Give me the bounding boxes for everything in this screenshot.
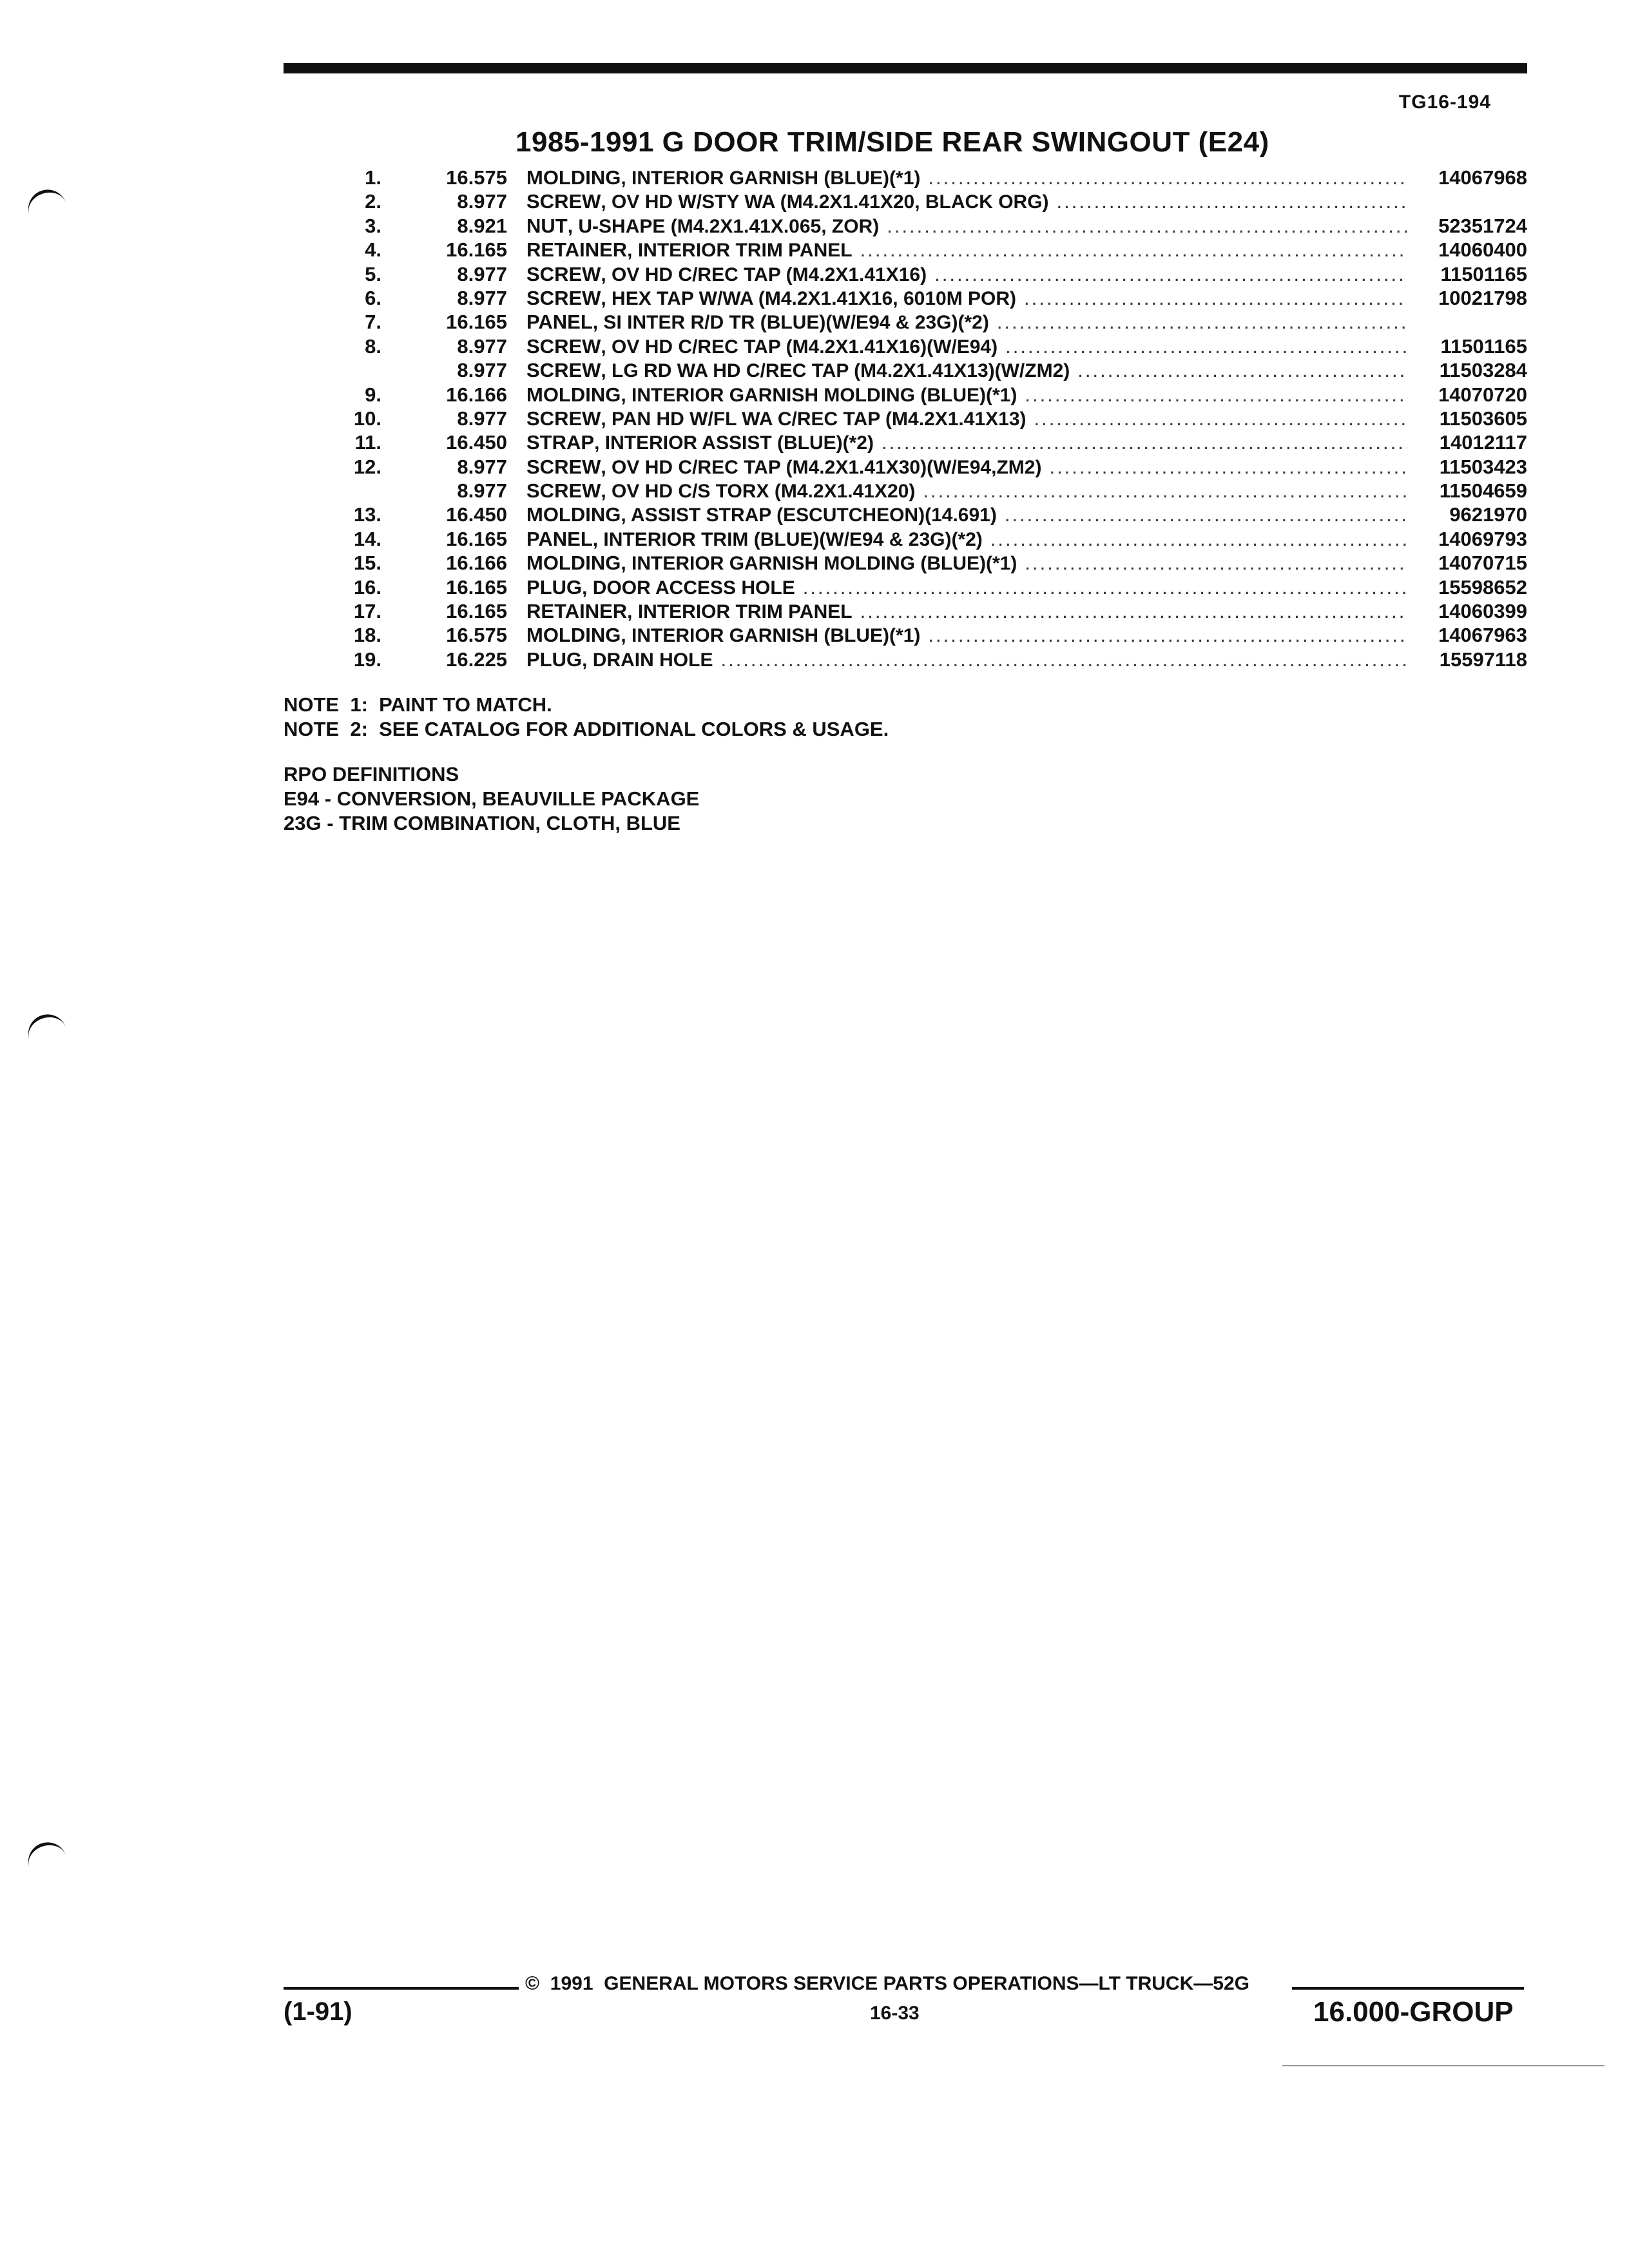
part-number: 14069793 bbox=[1438, 527, 1527, 550]
dot-leader bbox=[1017, 552, 1407, 575]
part-group-number: 8.977 bbox=[457, 479, 507, 503]
part-name: MOLDING bbox=[526, 624, 621, 647]
part-row bbox=[348, 287, 1527, 311]
part-description: , INTERIOR GARNISH (BLUE)(*1) bbox=[621, 168, 921, 189]
part-number: 11503284 bbox=[1439, 359, 1527, 382]
part-group-number: 16.165 bbox=[446, 238, 507, 262]
part-item-number: 11. bbox=[354, 431, 381, 454]
part-row bbox=[348, 503, 1527, 527]
part-description: , INTERIOR GARNISH MOLDING (BLUE)(*1) bbox=[621, 384, 1017, 406]
dot-leader bbox=[879, 215, 1407, 238]
part-item-number: 16. bbox=[353, 575, 381, 599]
part-item-number: 2. bbox=[365, 190, 381, 213]
part-number: 14060400 bbox=[1438, 238, 1527, 262]
note-1: NOTE 1: PAINT TO MATCH. bbox=[284, 693, 552, 716]
part-number: 14067963 bbox=[1438, 624, 1527, 647]
binder-punch-mark bbox=[23, 1010, 67, 1043]
dot-leader bbox=[1070, 359, 1407, 382]
part-group-number: 8.977 bbox=[457, 262, 507, 285]
part-row bbox=[348, 600, 1527, 624]
part-group-number: 8.977 bbox=[457, 334, 507, 358]
dot-leader bbox=[1017, 383, 1407, 407]
dot-leader bbox=[795, 576, 1407, 599]
part-description: , INTERIOR GARNISH MOLDING (BLUE)(*1) bbox=[621, 553, 1017, 575]
part-number: 11503423 bbox=[1439, 455, 1527, 478]
part-name: RETAINER bbox=[526, 238, 628, 262]
part-row bbox=[348, 624, 1527, 648]
part-description: , OV HD C/REC TAP (M4.2X1.41X16)(W/E94) bbox=[601, 336, 998, 358]
page-title: 1985-1991 G DOOR TRIM/SIDE REAR SWINGOUT (E24) bbox=[516, 126, 1269, 158]
part-name: SCREW bbox=[526, 407, 601, 430]
part-name: SCREW bbox=[526, 262, 601, 285]
part-name: MOLDING bbox=[526, 552, 621, 575]
footer-rule-left bbox=[284, 1987, 519, 1990]
part-group-number: 16.166 bbox=[446, 383, 507, 406]
part-group-number: 16.450 bbox=[446, 431, 507, 454]
part-item-number: 1. bbox=[365, 166, 381, 189]
part-group-number: 16.450 bbox=[446, 503, 507, 526]
part-row bbox=[348, 479, 1527, 503]
dot-leader bbox=[927, 263, 1407, 286]
part-number: 14067968 bbox=[1438, 166, 1527, 189]
dot-leader bbox=[1049, 190, 1407, 213]
rpo-heading: RPO DEFINITIONS bbox=[284, 763, 459, 785]
top-rule bbox=[284, 63, 1527, 73]
rpo-definitions bbox=[284, 762, 699, 836]
part-description: , OV HD C/S TORX (M4.2X1.41X20) bbox=[601, 481, 916, 503]
part-number: 14060399 bbox=[1438, 600, 1527, 623]
part-item-number: 5. bbox=[365, 262, 381, 285]
part-number: 14070715 bbox=[1438, 552, 1527, 575]
part-name: RETAINER bbox=[526, 600, 628, 623]
binder-punch-mark bbox=[23, 1838, 67, 1871]
part-group-number: 16.165 bbox=[446, 527, 507, 550]
dot-leader bbox=[853, 600, 1407, 623]
part-item-number: 12. bbox=[353, 455, 381, 478]
part-description: , INTERIOR ASSIST (BLUE)(*2) bbox=[594, 432, 874, 454]
footer-group: 16.000-GROUP bbox=[1313, 1996, 1514, 2028]
dot-leader bbox=[874, 431, 1407, 454]
part-row bbox=[348, 166, 1527, 190]
part-number: 10021798 bbox=[1438, 286, 1527, 309]
part-item-number: 19. bbox=[353, 648, 381, 671]
part-row bbox=[348, 335, 1527, 359]
part-row bbox=[348, 528, 1527, 552]
part-item-number: 17. bbox=[353, 600, 381, 623]
part-description: , OV HD C/REC TAP (M4.2X1.41X16) bbox=[601, 264, 927, 285]
part-row bbox=[348, 215, 1527, 238]
part-item-number: 10. bbox=[353, 407, 381, 430]
part-group-number: 8.977 bbox=[457, 190, 507, 213]
part-number: 11503605 bbox=[1439, 407, 1527, 430]
part-number: 11501165 bbox=[1440, 262, 1527, 285]
part-number: 15598652 bbox=[1438, 575, 1527, 599]
part-description: , LG RD WA HD C/REC TAP (M4.2X1.41X13)(W/ZM2) bbox=[601, 360, 1070, 382]
dot-leader bbox=[1027, 407, 1407, 430]
part-item-number: 6. bbox=[365, 286, 381, 309]
part-number: 15597118 bbox=[1439, 648, 1527, 671]
part-name: SCREW bbox=[526, 190, 601, 213]
dot-leader bbox=[989, 311, 1407, 334]
part-item-number: 9. bbox=[365, 383, 381, 406]
part-row bbox=[348, 431, 1527, 455]
part-name: PLUG bbox=[526, 575, 583, 599]
dot-leader bbox=[998, 335, 1407, 358]
scan-artifact-line bbox=[1282, 2065, 1605, 2066]
part-item-number: 15. bbox=[353, 552, 381, 575]
part-group-number: 16.225 bbox=[446, 648, 507, 671]
part-item-number: 8. bbox=[365, 334, 381, 358]
part-row bbox=[348, 648, 1527, 672]
part-description: , HEX TAP W/WA (M4.2X1.41X16, 6010M POR) bbox=[601, 287, 1017, 309]
part-item-number: 14. bbox=[353, 527, 381, 550]
part-number: 9621970 bbox=[1449, 503, 1527, 526]
part-group-number: 8.977 bbox=[457, 455, 507, 478]
dot-leader bbox=[1016, 287, 1407, 310]
notes-section bbox=[284, 693, 889, 742]
part-row bbox=[348, 407, 1527, 431]
part-description: , DOOR ACCESS HOLE bbox=[582, 577, 795, 599]
part-group-number: 8.977 bbox=[457, 359, 507, 382]
part-item-number: 4. bbox=[365, 238, 381, 262]
part-name: SCREW bbox=[526, 455, 601, 478]
binder-punch-mark bbox=[23, 185, 67, 218]
part-group-number: 8.977 bbox=[457, 407, 507, 430]
part-row bbox=[348, 552, 1527, 575]
part-number: 11504659 bbox=[1439, 479, 1527, 503]
part-description: , ASSIST STRAP (ESCUTCHEON)(14.691) bbox=[621, 505, 997, 526]
dot-leader bbox=[920, 166, 1407, 189]
part-name: MOLDING bbox=[526, 503, 621, 526]
part-name: SCREW bbox=[526, 359, 601, 382]
part-name: SCREW bbox=[526, 286, 601, 309]
part-group-number: 16.165 bbox=[446, 575, 507, 599]
note-2: NOTE 2: SEE CATALOG FOR ADDITIONAL COLORS & USAGE. bbox=[284, 718, 889, 740]
part-row bbox=[348, 576, 1527, 600]
part-name: SCREW bbox=[526, 479, 601, 503]
part-item-number: 7. bbox=[365, 311, 381, 334]
part-row bbox=[348, 383, 1527, 407]
parts-list bbox=[348, 166, 1527, 672]
part-name: PANEL bbox=[526, 527, 593, 550]
part-name: SCREW bbox=[526, 334, 601, 358]
part-name: PLUG bbox=[526, 648, 583, 671]
part-name: MOLDING bbox=[526, 166, 621, 189]
dot-leader bbox=[915, 479, 1407, 503]
page-code: TG16-194 bbox=[1398, 91, 1491, 113]
part-row bbox=[348, 238, 1527, 262]
part-row bbox=[348, 359, 1527, 383]
dot-leader bbox=[853, 238, 1407, 262]
dot-leader bbox=[1041, 456, 1407, 479]
part-number: 14070720 bbox=[1438, 383, 1527, 406]
footer-page-number: 16-33 bbox=[870, 2003, 920, 2024]
part-group-number: 16.575 bbox=[446, 166, 507, 189]
rpo-item-23g: 23G - TRIM COMBINATION, CLOTH, BLUE bbox=[284, 812, 680, 834]
part-group-number: 16.165 bbox=[446, 311, 507, 334]
part-item-number: 18. bbox=[353, 624, 381, 647]
part-item-number: 13. bbox=[353, 503, 381, 526]
dot-leader bbox=[983, 528, 1407, 551]
part-description: , OV HD C/REC TAP (M4.2X1.41X30)(W/E94,ZM2) bbox=[601, 456, 1042, 478]
footer-copyright: © 1991 GENERAL MOTORS SERVICE PARTS OPERATIONS—LT TRUCK—52G bbox=[525, 1973, 1249, 1994]
part-description: , SI INTER R/D TR (BLUE)(W/E94 & 23G)(*2) bbox=[592, 312, 989, 334]
dot-leader bbox=[997, 503, 1407, 526]
part-row bbox=[348, 311, 1527, 334]
dot-leader bbox=[920, 624, 1407, 647]
dot-leader bbox=[713, 648, 1407, 671]
part-description: , INTERIOR GARNISH (BLUE)(*1) bbox=[621, 625, 921, 647]
part-number: 14012117 bbox=[1439, 431, 1527, 454]
part-name: NUT bbox=[526, 214, 568, 237]
footer-rule-right bbox=[1292, 1987, 1524, 1990]
footer-date-code: (1-91) bbox=[284, 1997, 352, 2026]
part-row bbox=[348, 456, 1527, 479]
part-name: STRAP bbox=[526, 431, 595, 454]
part-description: , OV HD W/STY WA (M4.2X1.41X20, BLACK ORG) bbox=[601, 191, 1049, 213]
part-group-number: 16.166 bbox=[446, 552, 507, 575]
part-number: 11501165 bbox=[1440, 334, 1527, 358]
part-row bbox=[348, 190, 1527, 214]
part-group-number: 16.165 bbox=[446, 600, 507, 623]
part-group-number: 8.977 bbox=[457, 286, 507, 309]
part-name: PANEL bbox=[526, 311, 593, 334]
part-description: , INTERIOR TRIM PANEL bbox=[627, 240, 853, 262]
part-group-number: 16.575 bbox=[446, 624, 507, 647]
part-name: MOLDING bbox=[526, 383, 621, 406]
part-description: , INTERIOR TRIM (BLUE)(W/E94 & 23G)(*2) bbox=[592, 528, 983, 550]
part-row bbox=[348, 263, 1527, 287]
part-description: , PAN HD W/FL WA C/REC TAP (M4.2X1.41X13) bbox=[601, 408, 1027, 430]
part-group-number: 8.921 bbox=[457, 214, 507, 237]
rpo-item-e94: E94 - CONVERSION, BEAUVILLE PACKAGE bbox=[284, 787, 700, 810]
part-description: , DRAIN HOLE bbox=[582, 649, 713, 671]
part-number: 52351724 bbox=[1438, 214, 1527, 237]
part-description: , U-SHAPE (M4.2X1.41X.065, ZOR) bbox=[567, 215, 880, 237]
part-item-number: 3. bbox=[365, 214, 381, 237]
part-description: , INTERIOR TRIM PANEL bbox=[627, 601, 853, 623]
